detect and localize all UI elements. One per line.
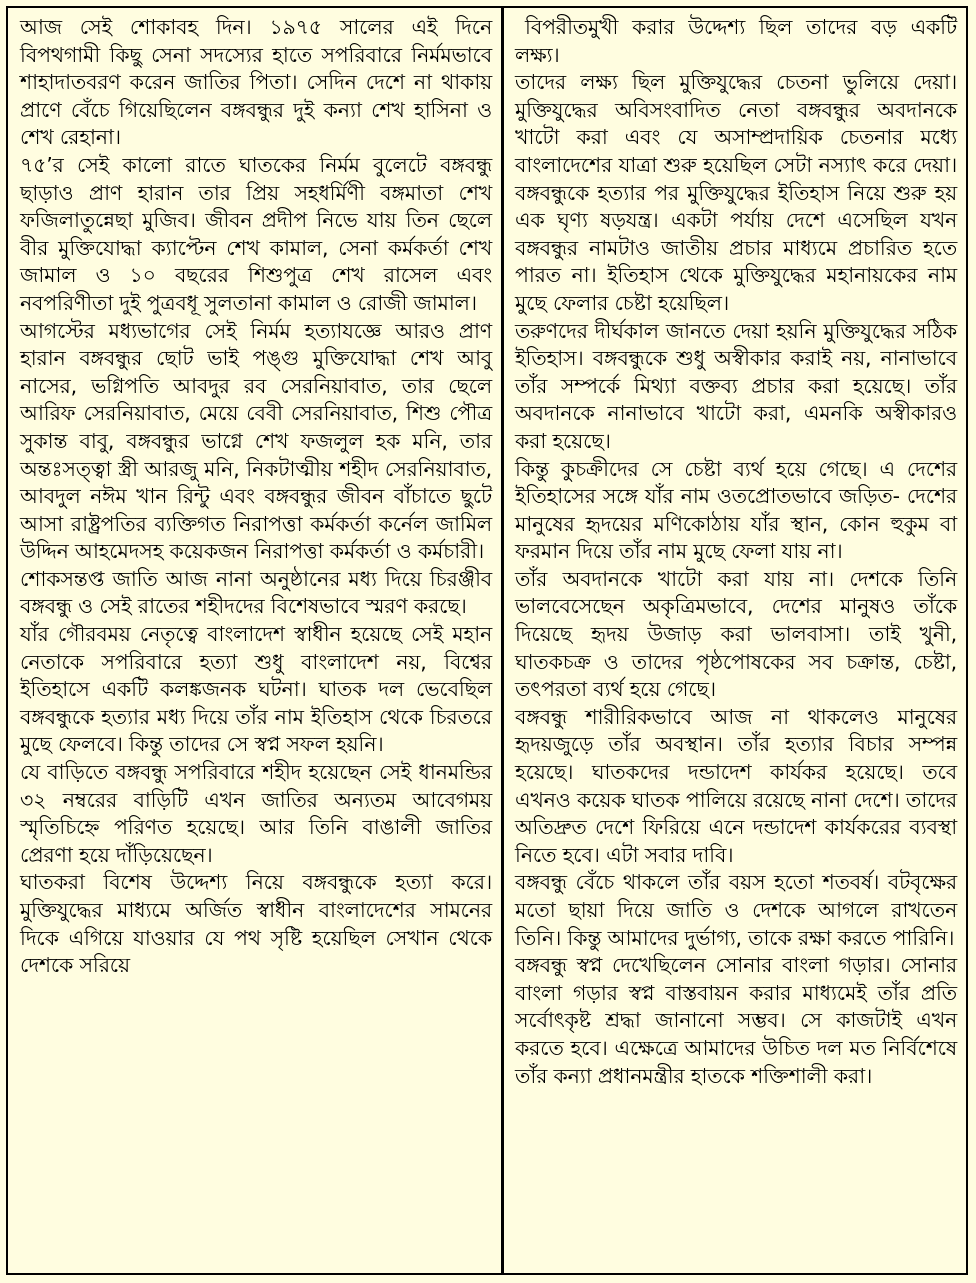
column-divider xyxy=(501,8,504,1273)
paragraph: যাঁর গৌরবময় নেতৃত্বে বাংলাদেশ স্বাধীন হয়েছে সেই মহান নেতাকে সপরিবারে হত্যা শুধু বাংলাদেশ নয়, বিশ্বের ইতিহাসে একটি কলঙ্কজনক ঘটনা। ঘাতক দল ভেবেছিল বঙ্গবন্ধুকে হত্যার মধ্য দিয়ে তাঁর নাম ইতিহাস থেকে চিরতরে মুছে ফেলবে। কিন্তু তাদের সে স্বপ্ন সফল হয়নি। xyxy=(20,622,492,757)
paragraph: বঙ্গবন্ধু স্বপ্ন দেখেছিলেন সোনার বাংলা গড়ার। সোনার বাংলা গড়ার স্বপ্ন বাস্তবায়ন করার মাধ্যমেই তাঁর প্রতি সর্বোৎকৃষ্ট শ্রদ্ধা জানানো সম্ভব। সে কাজটাই এখন করতে হবে। এক্ষেত্রে আমাদের উচিত দল মত নির্বিশেষে তাঁর কন্যা প্রধানমন্ত্রীর হাতকে শক্তিশালী করা। xyxy=(515,953,957,1088)
paragraph: তরুণদের দীর্ঘকাল জানতে দেয়া হয়নি মুক্তিযুদ্ধের সঠিক ইতিহাস। বঙ্গবন্ধুকে শুধু অস্বীকার করাই নয়, নানাভাবে তাঁর সম্পর্কে মিথ্যা বক্তব্য প্রচার করা হয়েছে। তাঁর অবদানকে নানাভাবে খাটো করা, এমনকি অস্বীকারও করা হয়েছে। xyxy=(515,318,957,453)
paragraph: ঘাতকরা বিশেষ উদ্দেশ্য নিয়ে বঙ্গবন্ধুকে হত্যা করে। মুক্তিযুদ্ধের মাধ্যমে অর্জিত স্বাধীন বাংলাদেশের সামনের দিকে এগিয়ে যাওয়ার যে পথ সৃষ্টি হয়েছিল সেখান থেকে দেশকে সরিয়ে xyxy=(20,870,492,978)
paragraph: আজ সেই শোকাবহ দিন। ১৯৭৫ সালের এই দিনে বিপথগামী কিছু সেনা সদস্যের হাতে সপরিবারে নির্মমভাবে শাহাদাতবরণ করেন জাতির পিতা। সেদিন দেশে না থাকায় প্রাণে বেঁচে গিয়েছিলেন বঙ্গবন্ধুর দুই কন্যা শেখ হাসিনা ও শেখ রেহানা। xyxy=(20,15,492,150)
paragraph: কিন্তু কুচক্রীদের সে চেষ্টা ব্যর্থ হয়ে গেছে। এ দেশের ইতিহাসের সঙ্গে যাঁর নাম ওতপ্রোতভাবে জড়িত- দেশের মানুষের হৃদয়ের মণিকোঠায় যাঁর স্থান, কোন হুকুম বা ফরমান দিয়ে তাঁর নাম মুছে ফেলা যায় না। xyxy=(515,456,957,564)
paragraph: যে বাড়িতে বঙ্গবন্ধু সপরিবারে শহীদ হয়েছেন সেই ধানমন্ডির ৩২ নম্বরের বাড়িটি এখন জাতির অন্যতম আবেগময় স্মৃতিচিহ্নে পরিণত হয়েছে। আর তিনি বাঙালী জাতির প্রেরণা হয়ে দাঁড়িয়েছেন। xyxy=(20,760,492,867)
paragraph: তাঁর অবদানকে খাটো করা যায় না। দেশকে তিনি ভালবেসেছেন অকৃত্রিমভাবে, দেশের মানুষও তাঁকে দিয়েছে হৃদয় উজাড় করা ভালবাসা। তাই খুনী, ঘাতকচক্র ও তাদের পৃষ্ঠপোষকের সব চক্রান্ত, চেষ্টা, তৎপরতা ব্যর্থ হয়ে গেছে। xyxy=(515,566,957,702)
paragraph: বঙ্গবন্ধু বেঁচে থাকলে তাঁর বয়স হতো শতবর্ষ। বটবৃক্ষের মতো ছায়া দিয়ে জাতি ও দেশকে আগলে রাখতেন তিনি। কিন্তু আমাদের দুর্ভাগ্য, তাকে রক্ষা করতে পারিনি। xyxy=(515,870,957,950)
paragraph: তাদের লক্ষ্য ছিল মুক্তিযুদ্ধের চেতনা ভুলিয়ে দেয়া। মুক্তিযুদ্ধের অবিসংবাদিত নেতা বঙ্গবন্ধুর অবদানকে খাটো করা এবং যে অসাম্প্রদায়িক চেতনার মধ্যে বাংলাদেশের যাত্রা শুরু হয়েছিল সেটা নস্যাৎ করে দেয়া। বঙ্গবন্ধুকে হত্যার পর মুক্তিযুদ্ধের ইতিহাস নিয়ে শুরু হয় এক ঘৃণ্য ষড়যন্ত্র। একটা পর্যায় দেশে এসেছিল যখন বঙ্গবন্ধুর নামটাও জাতীয় প্রচার মাধ্যমে প্রচারিত হতে পারত না। ইতিহাস থেকে মুক্তিযুদ্ধের মহানায়কের নাম মুছে ফেলার চেষ্টা হয়েছিল। xyxy=(515,70,957,315)
paragraph: আগস্টের মধ্যভাগের সেই নির্মম হত্যাযজ্ঞে আরও প্রাণ হারান বঙ্গবন্ধুর ছোট ভাই পঙ্গু মুক্তিযোদ্ধা শেখ আবু নাসের, ভগ্নিপতি আবদুর রব সেরনিয়াবাত, তার ছেলে আরিফ সেরনিয়াবাত, মেয়ে বেবী সেরনিয়াবাত, শিশু পৌত্র সুকান্ত বাবু, বঙ্গবন্ধুর ভাগ্নে শেখ ফজলুল হক মনি, তার অন্তঃসত্ত্বা স্ত্রী আরজু মনি, নিকটাত্মীয় শহীদ সেরনিয়াবাত, আবদুল নঈম খান রিন্টু এবং বঙ্গবন্ধুর জীবন বাঁচাতে ছুটে আসা রাষ্ট্রপতির ব্যক্তিগত নিরাপত্তা কর্মকর্তা কর্নেল জামিল উদ্দিন আহমেদসহ কয়েকজন নিরাপত্তা কর্মকর্তা ও কর্মচারী। xyxy=(20,318,492,564)
paragraph: বিপরীতমুখী করার উদ্দেশ্য ছিল তাদের বড় একটি লক্ষ্য। xyxy=(515,15,957,67)
paragraph: ৭৫’র সেই কালো রাতে ঘাতকের নির্মম বুলেটে বঙ্গবন্ধু ছাড়াও প্রাণ হারান তার প্রিয় সহধর্মিণী বঙ্গমাতা শেখ ফজিলাতুন্নেছা মুজিব। জীবন প্রদীপ নিভে যায় তিন ছেলে বীর মুক্তিযোদ্ধা ক্যাপ্টেন শেখ কামাল, সেনা কর্মকর্তা শেখ জামাল ও ১০ বছরের শিশুপুত্র শেখ রাসেল এবং নবপরিণীতা দুই পুত্রবধূ সুলতানা কামাল ও রোজী জামাল। xyxy=(20,152,492,315)
right-column xyxy=(515,14,957,1090)
left-column xyxy=(20,14,492,980)
paragraph: শোকসন্তপ্ত জাতি আজ নানা অনুষ্ঠানের মধ্য দিয়ে চিরঞ্জীব বঙ্গবন্ধু ও সেই রাতের শহীদদের বিশেষভাবে স্মরণ করছে। xyxy=(20,566,492,619)
article-page xyxy=(6,6,968,1275)
paragraph: বঙ্গবন্ধু শারীরিকভাবে আজ না থাকলেও মানুষের হৃদয়জুড়ে তাঁর অবস্থান। তাঁর হত্যার বিচার সম্পন্ন হয়েছে। ঘাতকদের দন্ডাদেশ কার্যকর হয়েছে। তবে এখনও কয়েক ঘাতক পালিয়ে রয়েছে নানা দেশে। তাদের অতিদ্রুত দেশে ফিরিয়ে এনে দন্ডাদেশ কার্যকরের ব্যবস্থা নিতে হবে। এটা সবার দাবি। xyxy=(515,704,957,867)
